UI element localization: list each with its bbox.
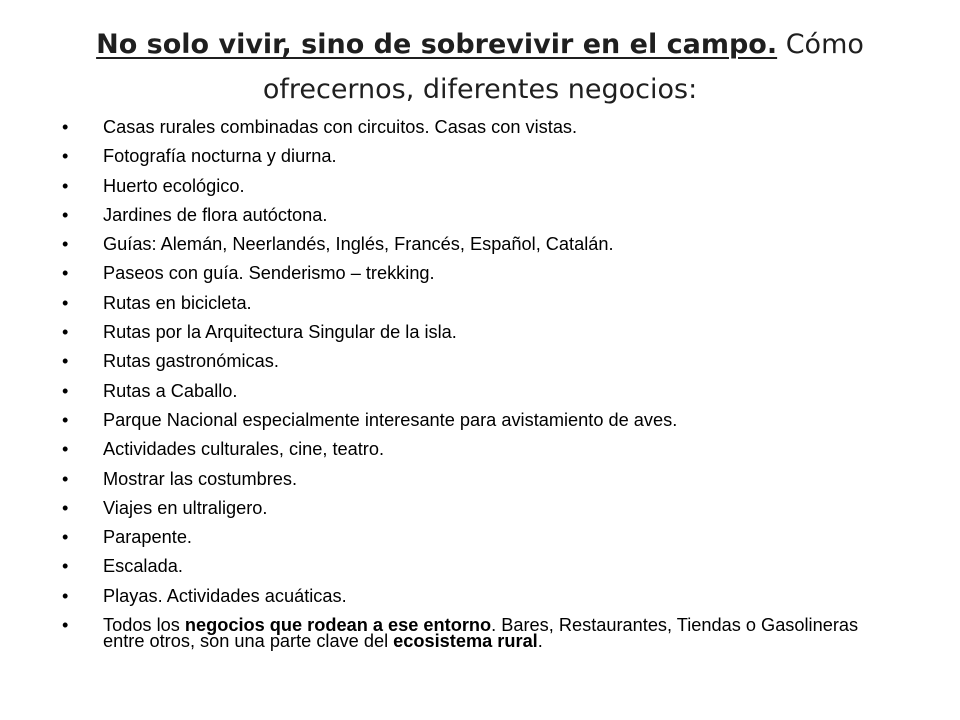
list-item — [62, 586, 902, 615]
list-item — [62, 146, 902, 175]
list-item-text: Jardines de flora autóctona. — [103, 204, 328, 225]
list-item — [62, 176, 902, 205]
list-item-text: Huerto ecológico. — [103, 175, 245, 196]
bullet-icon: • — [62, 292, 69, 313]
list-item — [62, 263, 902, 292]
list-item — [62, 439, 902, 468]
list-item — [62, 498, 902, 527]
list-item — [62, 293, 902, 322]
list-item-text: Viajes en ultraligero. — [103, 497, 268, 518]
list-item-text: Mostrar las costumbres. — [103, 468, 298, 489]
bullet-icon: • — [62, 585, 69, 606]
bullet-icon: • — [62, 204, 69, 225]
last-item-text-part1: Todos los — [103, 615, 185, 636]
bullet-list — [62, 117, 902, 652]
list-item-text: Guías: Alemán, Neerlandés, Inglés, Francés, Español, Catalán. — [103, 234, 614, 255]
bullet-icon: • — [62, 497, 69, 518]
bullet-icon: • — [62, 175, 69, 196]
list-item-text: Casas rurales combinadas con circuitos. Casas con vistas. — [103, 117, 578, 137]
list-item-last — [62, 615, 883, 652]
bullet-icon: • — [62, 615, 69, 636]
list-item-text: Rutas en bicicleta. — [103, 292, 252, 313]
list-item-text: Parapente. — [103, 527, 192, 548]
last-item-emphasis-2: ecosistema rural — [393, 631, 538, 652]
bullet-icon: • — [62, 468, 69, 489]
bullet-icon: • — [62, 351, 69, 372]
bullet-icon: • — [62, 556, 69, 577]
list-item — [62, 381, 902, 410]
bullet-icon: • — [62, 409, 69, 430]
last-item-emphasis-1: negocios que rodean a ese entorno — [184, 615, 492, 636]
bullet-icon: • — [62, 439, 69, 460]
list-item-text: Rutas por la Arquitectura Singular de la isla. — [103, 322, 457, 343]
title-emphasis: No solo vivir, sino de sobrevivir en el campo. — [96, 29, 778, 60]
list-item-text: Paseos con guía. Senderismo – trekking. — [103, 263, 435, 284]
list-item — [62, 410, 902, 439]
list-item-text: Playas. Actividades acuáticas. — [103, 585, 347, 606]
title-second-line: ofrecernos, diferentes negocios: — [262, 74, 698, 105]
bullet-icon: • — [62, 380, 69, 401]
bullet-icon: • — [62, 263, 69, 284]
list-item-text: Fotografía nocturna y diurna. — [103, 146, 337, 167]
list-item-text: Actividades culturales, cine, teatro. — [103, 439, 385, 460]
bullet-icon: • — [62, 117, 69, 137]
list-item — [62, 351, 902, 380]
list-item-text: Parque Nacional especialmente interesante para avistamiento de aves. — [103, 409, 678, 430]
bullet-icon: • — [62, 234, 69, 255]
last-item-text-part3: . — [537, 631, 543, 652]
list-item-text: Rutas a Caballo. — [103, 380, 238, 401]
list-item — [62, 469, 902, 498]
list-item — [62, 527, 902, 556]
bullet-icon: • — [62, 322, 69, 343]
bullet-icon: • — [62, 527, 69, 548]
list-item-text: Escalada. — [103, 556, 183, 577]
list-item — [62, 117, 902, 146]
list-item — [62, 322, 902, 351]
list-item — [62, 234, 902, 263]
last-item-text-part2: . Bares, Restaurantes, Tiendas o Gasolineras entre otros, son una parte clave del — [103, 615, 859, 652]
list-item — [62, 556, 902, 585]
bullet-icon: • — [62, 146, 69, 167]
list-item — [62, 205, 902, 234]
list-item-text: Rutas gastronómicas. — [103, 351, 279, 372]
slide-title — [40, 22, 920, 112]
title-continuation: Cómo — [777, 29, 864, 60]
